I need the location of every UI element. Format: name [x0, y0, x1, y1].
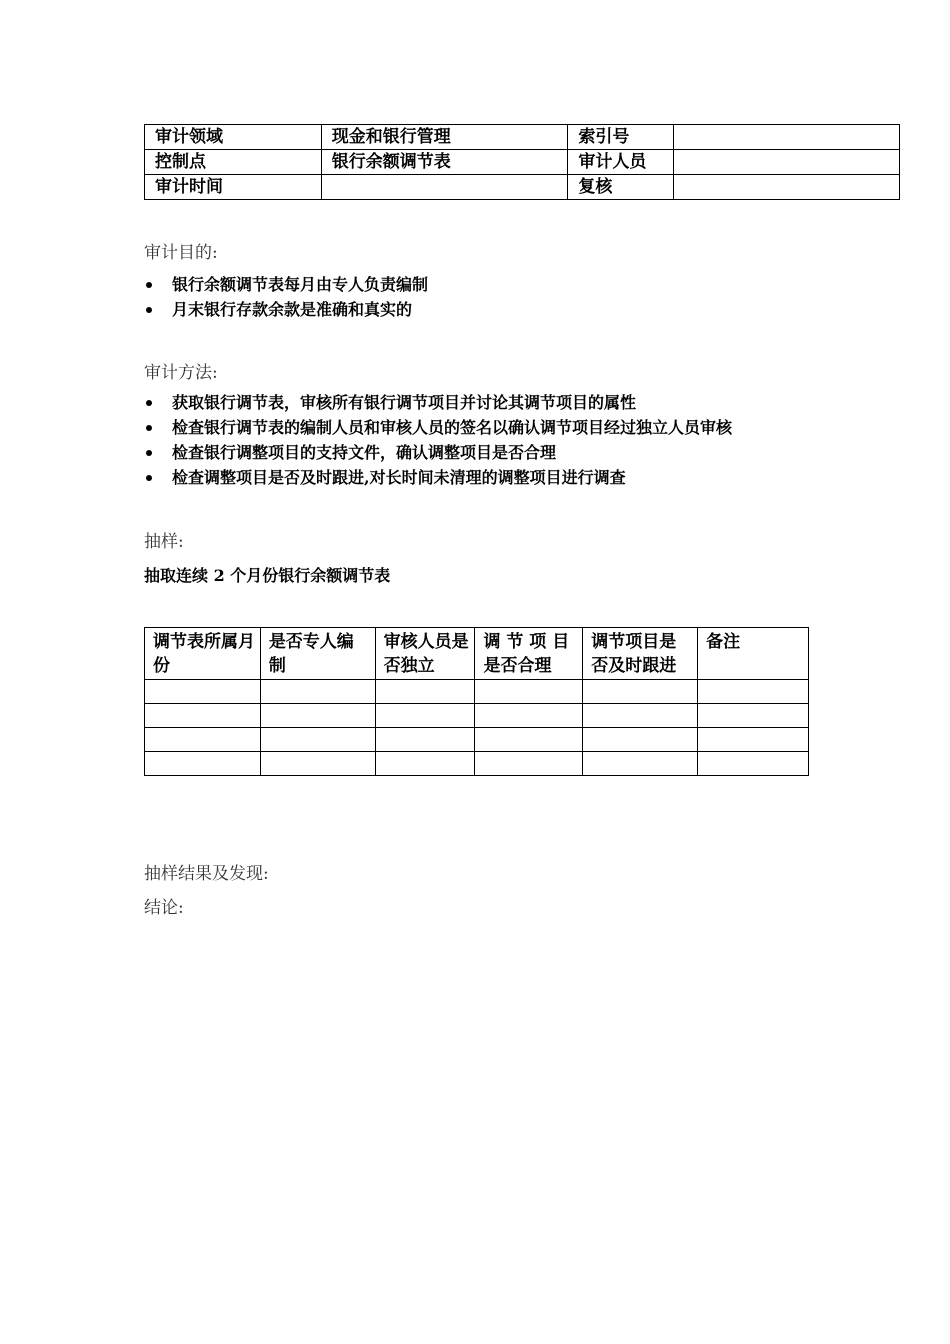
table-cell [698, 704, 809, 728]
header-cell: 控制点 [145, 150, 322, 175]
table-row [145, 704, 809, 728]
header-row [145, 175, 900, 200]
list-item [144, 390, 732, 415]
table-cell [583, 680, 698, 704]
bullet-icon [146, 450, 152, 456]
table-cell [375, 728, 475, 752]
objectives-list [144, 272, 428, 322]
objectives-title: 审计目的: [144, 243, 218, 263]
header-cell: 索引号 [568, 125, 674, 150]
bullet-icon [146, 282, 152, 288]
list-item-text: 月末银行存款余款是准确和真实的 [172, 300, 413, 319]
header-cell [674, 150, 900, 175]
bullet-icon [146, 400, 152, 406]
table-cell [698, 728, 809, 752]
table-cell [145, 680, 261, 704]
header-cell: 审计领域 [145, 125, 322, 150]
table-cell [145, 752, 261, 776]
table-row [145, 680, 809, 704]
methods-title: 审计方法: [144, 363, 218, 383]
table-cell [145, 728, 261, 752]
column-header: 调节项目是否及时跟进 [583, 628, 698, 680]
header-cell [321, 175, 568, 200]
header-cell: 审计时间 [145, 175, 322, 200]
table-row [145, 752, 809, 776]
list-item-text: 检查银行调整项目的支持文件，确认调整项目是否合理 [172, 443, 557, 462]
sampling-title: 抽样: [144, 532, 184, 552]
table-cell [475, 728, 583, 752]
sample-table [144, 627, 809, 776]
table-cell [260, 704, 375, 728]
table-cell [475, 704, 583, 728]
table-cell [583, 752, 698, 776]
table-cell [375, 704, 475, 728]
bullet-icon [146, 425, 152, 431]
column-header: 是否专人编制 [260, 628, 375, 680]
column-header: 备注 [698, 628, 809, 680]
table-cell [260, 728, 375, 752]
table-cell [698, 680, 809, 704]
header-row [145, 125, 900, 150]
list-item [144, 465, 732, 490]
header-cell: 现金和银行管理 [321, 125, 568, 150]
table-cell [583, 704, 698, 728]
table-cell [260, 680, 375, 704]
header-cell [674, 175, 900, 200]
sampling-description: 抽取连续 2 个月份银行余额调节表 [144, 566, 391, 585]
bullet-icon [146, 475, 152, 481]
conclusion-title: 结论: [144, 898, 184, 918]
table-cell [475, 752, 583, 776]
table-cell [375, 680, 475, 704]
table-cell [375, 752, 475, 776]
list-item-text: 银行余额调节表每月由专人负责编制 [172, 275, 429, 294]
column-header: 审核人员是否独立 [375, 628, 475, 680]
list-item [144, 272, 428, 297]
list-item-text: 获取银行调节表，审核所有银行调节项目并讨论其调节项目的属性 [172, 393, 637, 412]
results-title: 抽样结果及发现: [144, 864, 269, 884]
audit-header-table [144, 124, 900, 200]
methods-list [144, 390, 732, 490]
header-cell [674, 125, 900, 150]
table-row [145, 728, 809, 752]
bullet-icon [146, 307, 152, 313]
list-item [144, 297, 428, 322]
table-cell [260, 752, 375, 776]
table-cell [145, 704, 261, 728]
header-cell: 银行余额调节表 [321, 150, 568, 175]
column-header: 调节表所属月份 [145, 628, 261, 680]
list-item [144, 415, 732, 440]
list-item-text: 检查银行调节表的编制人员和审核人员的签名以确认调节项目经过独立人员审核 [172, 418, 733, 437]
header-row [145, 150, 900, 175]
list-item [144, 440, 732, 465]
header-cell: 审计人员 [568, 150, 674, 175]
table-header-row [145, 628, 809, 680]
header-cell: 复核 [568, 175, 674, 200]
table-cell [583, 728, 698, 752]
table-cell [475, 680, 583, 704]
column-header: 调 节 项 目 是否合理 [475, 628, 583, 680]
table-cell [698, 752, 809, 776]
list-item-text: 检查调整项目是否及时跟进,对长时间未清理的调整项目进行调查 [172, 468, 626, 487]
